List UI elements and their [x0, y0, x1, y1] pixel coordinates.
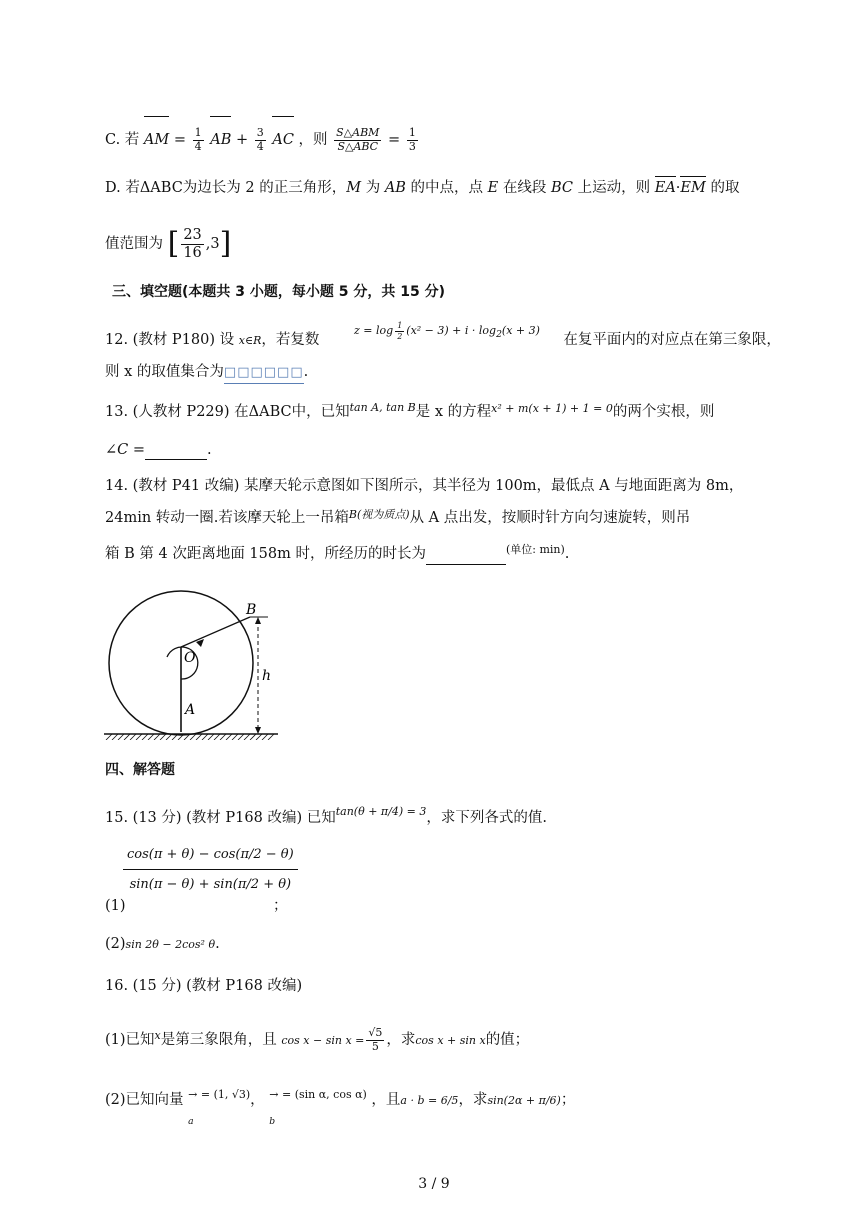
page-number: 3 / 9: [418, 1176, 450, 1192]
part-label: (1): [105, 898, 126, 914]
frac-num: 1: [397, 321, 403, 331]
frac-num: 1: [408, 125, 416, 139]
q13-text: 是 x 的方程: [415, 404, 492, 420]
q16-text: ，且: [371, 1092, 401, 1108]
part-label: (2): [105, 936, 126, 952]
answer-placeholder: □□□□□□: [224, 363, 304, 384]
option-d-text: 为: [361, 180, 385, 196]
question-14-line2: [105, 508, 778, 529]
variable-x: x: [154, 1029, 161, 1042]
question-16: 16. (15 分) (教材 P168 改编): [105, 978, 303, 994]
q14-text: 24min 转动一圈.若该摩天轮上一吊箱: [105, 510, 349, 526]
q14-text: 从 A 点出发，按顺时针方向匀速旋转，则吊: [409, 510, 691, 526]
radius-ob: [181, 617, 250, 647]
q13-equation: x² + m(x + 1) + 1 = 0: [491, 402, 613, 415]
formula-part: (x + 3): [501, 324, 540, 337]
q12-formula: [354, 321, 543, 341]
section-4-title: 四、解答题: [105, 762, 175, 778]
frac-den: 4: [256, 139, 264, 153]
question-16-part2: (2)已知向量 $^{\to = (1, √3) a}$ ， $^{\to = (sin \alpha, cos \alpha) b}$ ，且a · b = 6/5，求sin(2α + π/6)；: [105, 1080, 778, 1120]
fraction-three-quarters: [255, 127, 266, 153]
vector-a: [188, 1088, 251, 1127]
question-15-part1: [105, 846, 778, 916]
option-d-text: 的中点，点: [405, 180, 488, 196]
angle-c: ∠C =: [105, 442, 146, 458]
q16-equation: cos x − sin x =: [281, 1034, 365, 1047]
equals-sign: =: [388, 132, 401, 148]
question-15-part2: [105, 934, 778, 955]
option-d: [105, 178, 778, 198]
vector-am: AM: [144, 118, 169, 162]
bracket-right: ]: [219, 226, 232, 261]
height-arrow-top: [255, 617, 261, 624]
option-d-text: 在线段: [498, 180, 551, 196]
vector-a-sub: a: [188, 1116, 194, 1127]
frac-num: cos(π + θ) − cos(π/2 − θ): [123, 846, 298, 870]
area-ratio: [334, 127, 381, 153]
q14-unit: (单位: min): [505, 543, 565, 556]
equals-sign: =: [173, 132, 186, 148]
frac-num: √5: [368, 1025, 383, 1039]
fraction-one-quarter: [193, 127, 204, 153]
q16-text: 的值；: [485, 1032, 530, 1048]
point-m: M: [346, 180, 362, 196]
range-end: ,3: [205, 236, 220, 252]
vector-b-expr: → = (sin α, cos α): [269, 1088, 367, 1101]
label-b: B: [246, 602, 257, 618]
q15-text: ，求下列各式的值.: [426, 810, 547, 826]
formula-part: z = log: [354, 324, 394, 337]
bracket-left: [: [167, 226, 180, 261]
question-15: [105, 805, 778, 829]
height-arrow-bottom: [255, 727, 261, 734]
q12-condition: x∈R: [238, 334, 262, 347]
vector-ea: EA: [654, 180, 676, 196]
question-12-line2: [105, 362, 778, 384]
q16-text: ，求: [458, 1092, 488, 1108]
frac-den: S△ABC: [337, 139, 379, 153]
period: .: [207, 442, 212, 458]
fraction-23-16: [181, 227, 203, 261]
formula-part: (x² − 3) + i · log: [406, 324, 497, 337]
q15-text: 15. (13 分) (教材 P168 改编) 已知: [105, 810, 336, 826]
label-a: A: [185, 702, 196, 718]
frac-den: 16: [183, 244, 202, 261]
frac-num: 1: [194, 125, 202, 139]
question-14: 14. (教材 P41 改编) 某摩天轮示意图如下图所示，其半径为 100m，最低点 A 与地面距离为 8m，: [105, 478, 744, 494]
dot-product: a · b = 6/5: [400, 1094, 459, 1107]
dot-operator: ·: [675, 180, 681, 196]
frac-den: 5: [371, 1039, 379, 1053]
frac-den: 3: [408, 139, 416, 153]
q16-text: 是第三象限角，且: [160, 1032, 277, 1048]
option-d-text: D. 若ΔABC为边长为 2 的正三角形，: [105, 180, 347, 196]
frac-num: 3: [256, 125, 264, 139]
sqrt5-over-5: [366, 1027, 384, 1053]
point-e: E: [487, 180, 499, 196]
option-d-range: [105, 222, 778, 266]
semicolon: ；: [560, 1092, 576, 1108]
ferris-wheel-figure: [100, 590, 300, 740]
q16-expr: cos x + sin x: [415, 1034, 486, 1047]
q16-text: ，求: [386, 1032, 416, 1048]
q13-text: 13. (人教材 P229) 在ΔABC中，已知: [105, 404, 350, 420]
q14-point-b: B(视为质点): [348, 508, 410, 521]
option-d-text: 上运动，则: [573, 180, 655, 196]
question-13-line2: [105, 440, 778, 460]
fraction-one-third: [407, 127, 418, 153]
answer-blank: [426, 564, 506, 565]
q15-given: tan(θ + π/4) = 3: [335, 805, 427, 818]
frac-den: sin(π − θ) + sin(π/2 + θ): [129, 876, 292, 892]
period: .: [303, 364, 309, 380]
question-16-part1: [105, 1018, 778, 1062]
label-h: h: [262, 668, 272, 684]
frac-den: 2: [397, 331, 403, 341]
vector-em: EM: [680, 180, 706, 196]
log-base-2: 2: [496, 329, 502, 341]
log-base: [395, 321, 404, 340]
segment-ab: AB: [384, 180, 406, 196]
question-13: [105, 402, 778, 423]
option-d-text: 的取: [705, 180, 740, 196]
vector-a-expr: → = (1, √3): [188, 1088, 251, 1101]
q16-text: (1)已知: [105, 1032, 155, 1048]
vector-b-sub: b: [269, 1116, 276, 1127]
vector-b: [269, 1088, 367, 1127]
q13-tan: tan A, tan B: [349, 401, 416, 414]
question-14-line3: [105, 544, 778, 565]
q12-text: 在复平面内的对应点在第三象限，: [563, 332, 781, 348]
plus-sign: +: [235, 132, 249, 148]
frac-num: 23: [183, 226, 202, 243]
period: .: [215, 936, 220, 952]
q16-text: (2)已知向量: [105, 1092, 184, 1108]
period: .: [564, 546, 570, 562]
q15-part1-fraction: [123, 846, 298, 893]
q12-text: 12. (教材 P180) 设: [105, 332, 239, 348]
then-text: ，则: [298, 132, 328, 148]
option-c-label: C. 若: [105, 132, 140, 148]
label-o: O: [184, 650, 196, 666]
answer-blank: [145, 459, 207, 460]
segment-bc: BC: [550, 180, 574, 196]
q15-part2-expr: sin 2θ − 2cos² θ: [125, 938, 216, 951]
frac-num: S△ABM: [336, 125, 380, 139]
q16-part2-expr: sin(2α + π/6): [487, 1094, 561, 1107]
option-c: [105, 118, 778, 162]
q12-text: ，若复数: [261, 332, 320, 348]
frac-den: 4: [194, 139, 202, 153]
q12-text: 则 x 的取值集合为: [105, 364, 224, 380]
range-prefix: 值范围为: [105, 236, 163, 252]
semicolon: ；: [273, 898, 288, 914]
section-3-title: 三、填空题(本题共 3 小题，每小题 5 分，共 15 分): [112, 284, 446, 300]
vector-ac: AC: [272, 118, 294, 162]
vector-ab: AB: [210, 118, 231, 162]
q14-text: 箱 B 第 4 次距离地面 158m 时，所经历的时长为: [105, 546, 426, 562]
question-12: [105, 318, 781, 362]
q13-text: 的两个实根，则: [612, 404, 715, 420]
